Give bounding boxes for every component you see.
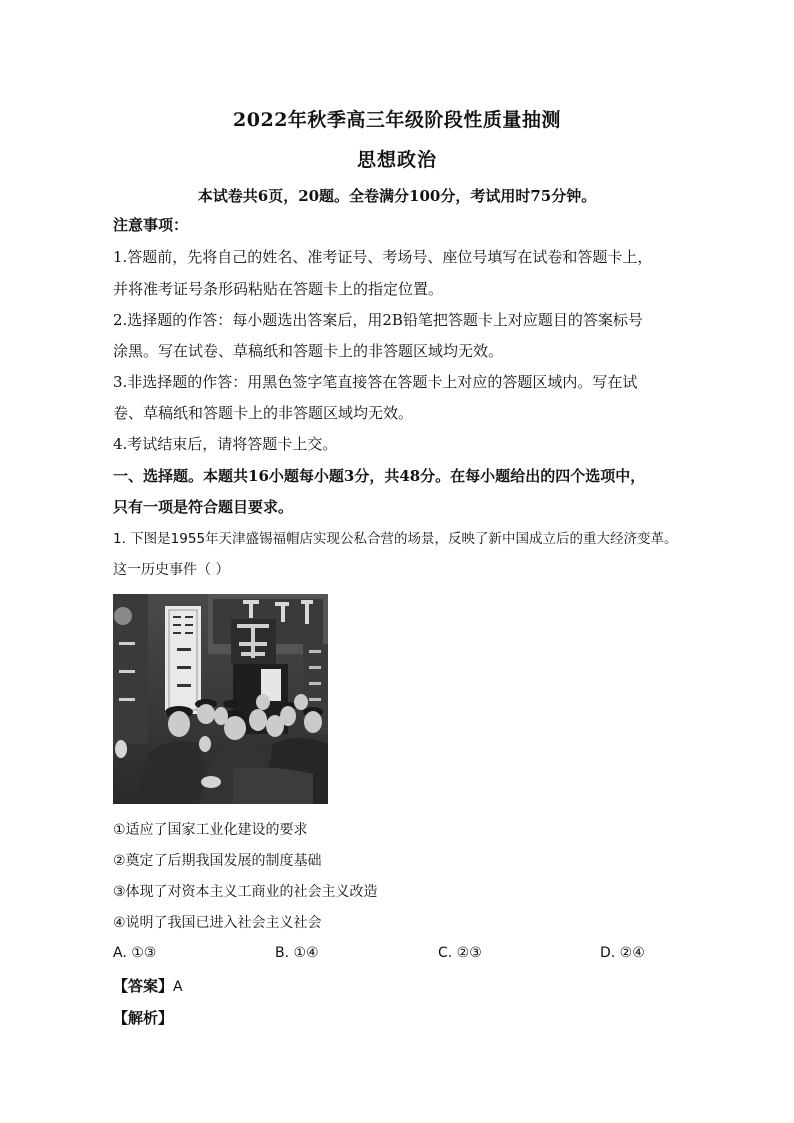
section-heading: 一、选择题。本题共16小题每小题3分，共48分。在每小题给出的四个选项中， [113, 467, 646, 485]
section-heading-cont: 只有一项是符合题目要求。 [113, 498, 294, 516]
statement-1: ①适应了国家工业化建设的要求 [113, 822, 308, 838]
note-line: 涂黑。写在试卷、草稿纸和答题卡上的非答题区域均无效。 [113, 342, 504, 360]
option-a[interactable]: A. ①③ [113, 945, 157, 961]
note-line: 并将准考证号条形码粘贴在答题卡上的指定位置。 [113, 280, 444, 298]
option-d[interactable]: D. ②④ [600, 945, 645, 961]
option-c[interactable]: C. ②③ [438, 945, 482, 961]
statement-4: ④说明了我国已进入社会主义社会 [113, 915, 322, 931]
answer-label: 【答案】 [113, 977, 174, 995]
note-line: 4.考试结束后，请将答题卡上交。 [113, 435, 338, 453]
historical-photo [113, 594, 328, 804]
notes-heading: 注意事项： [113, 216, 189, 234]
note-line: 3.非选择题的作答：用黑色签字笔直接答在答题卡上对应的答题区域内。写在试 [113, 373, 638, 391]
subject-title: 思想政治 [356, 149, 437, 171]
statement-2: ②奠定了后期我国发展的制度基础 [113, 853, 322, 869]
question-stem-cont: 这一历史事件（ ） [113, 562, 230, 578]
note-line: 1.答题前，先将自己的姓名、准考证号、考场号、座位号填写在试卷和答题卡上， [113, 248, 653, 266]
note-line: 卷、草稿纸和答题卡上的非答题区域均无效。 [113, 404, 414, 422]
answer-row [113, 976, 693, 997]
statement-3: ③体现了对资本主义工商业的社会主义改造 [113, 884, 378, 900]
exam-title: 2022年秋季高三年级阶段性质量抽测 [233, 109, 561, 131]
answer-value: A [173, 979, 183, 995]
note-line: 2.选择题的作答：每小题选出答案后，用2B铅笔把答题卡上对应题目的答案标号 [113, 311, 643, 329]
option-b[interactable]: B. ①④ [275, 945, 319, 961]
exam-info: 本试卷共6页，20题。全卷满分100分，考试用时75分钟。 [197, 187, 597, 205]
analysis-label: 【解析】 [113, 1009, 174, 1027]
question-stem: 1. 下图是1955年天津盛锡福帽店实现公私合营的场景，反映了新中国成立后的重大经济变革。 [113, 531, 678, 547]
